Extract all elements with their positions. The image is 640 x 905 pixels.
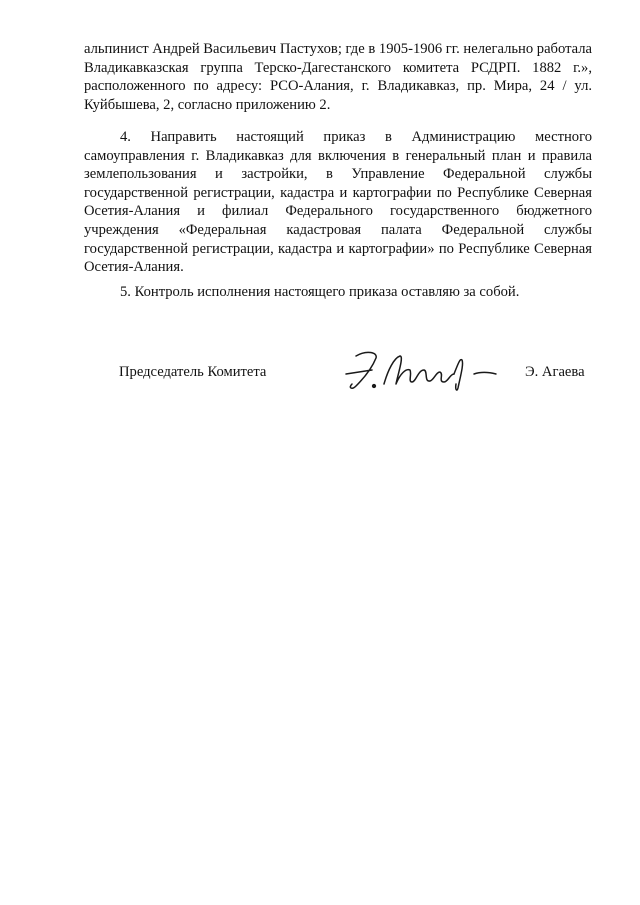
paragraph-5: 5. Контроль исполнения настоящего приказа оставляю за собой. xyxy=(120,284,520,300)
signature-icon xyxy=(338,344,508,396)
signatory-role: Председатель Комитета xyxy=(119,364,267,380)
paragraph-continued: альпинист Андрей Васильевич Пастухов; где в 1905-1906 гг. нелегально работала Владикавказская группа Терско-Дагестанского комитета РСДРП. 1882 г.», расположенного по адресу: РСО-Алания, г. Владикавказ, пр. Мира, 24 / ул. Куйбышева, 2, согласно приложению 2. xyxy=(84,41,592,113)
paragraph-4: 4. Направить настоящий приказ в Администрацию местного самоуправления г. Владикавказ для включения в генеральный план и правила землепользования и застройки, в Управление Федеральной службы государственной регистрации, кадастра и картографии по Республике Северная Осетия-Алания и филиал Федерального государственного бюджетного учреждения «Федеральная кадастровая палата Федеральной службы государственной регистрации, кадастра и картографии» по Республике Северная Осетия-Алания. xyxy=(84,129,592,276)
signatory-name: Э. Агаева xyxy=(525,364,585,380)
